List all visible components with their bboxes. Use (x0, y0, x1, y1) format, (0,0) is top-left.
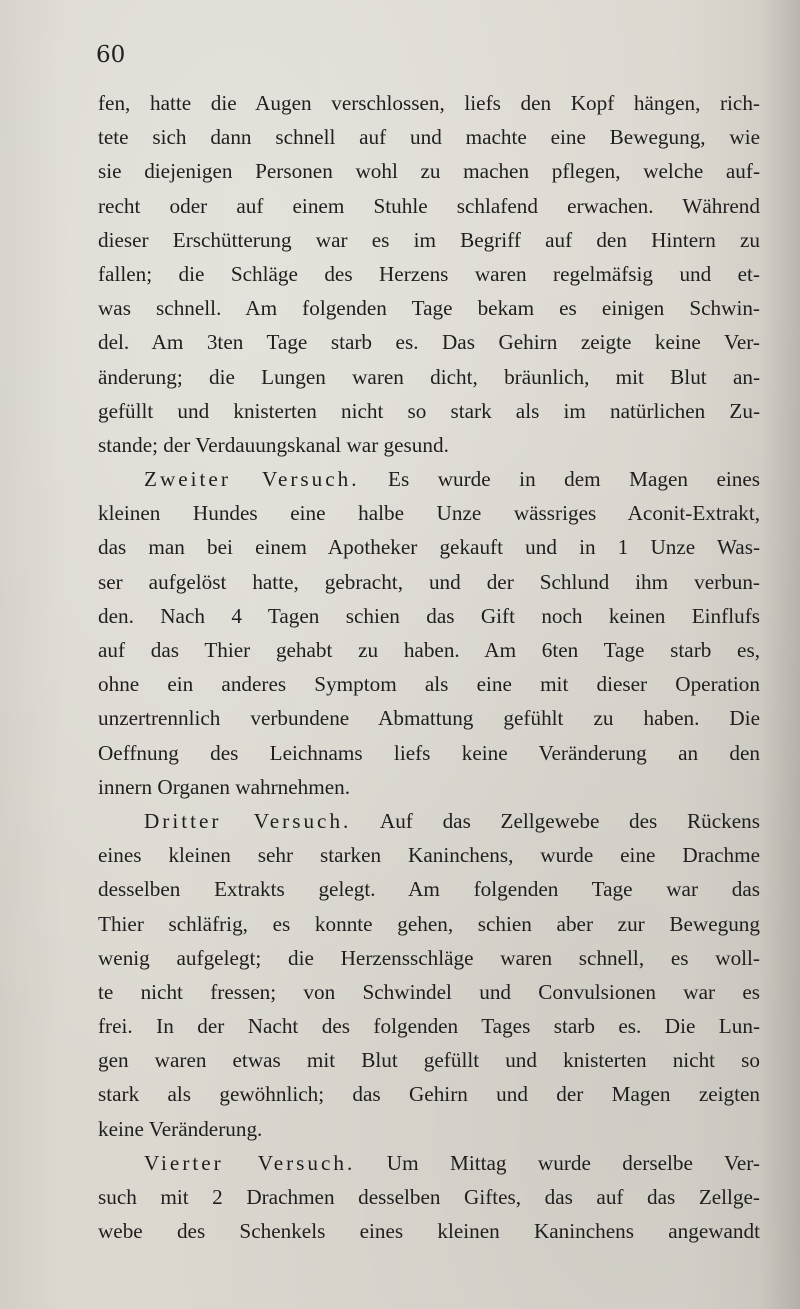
experiment-heading: Zweiter Versuch. (144, 467, 360, 492)
text-line: te nicht fressen; von Schwindel und Convulsionen war es (98, 979, 760, 1004)
text-fragment: Es wurde in dem Magen eines (388, 467, 760, 492)
text-line: änderung; die Lungen waren dicht, bräunlich, mit Blut an- (98, 364, 760, 389)
text-line: fallen; die Schläge des Herzens waren regelmäfsig und et- (98, 261, 760, 286)
text-line: tete sich dann schnell auf und machte eine Bewegung, wie (98, 125, 760, 150)
text-line: stande; der Verdauungskanal war gesund. (98, 432, 449, 457)
text-line: eines kleinen sehr starken Kaninchens, wurde eine Drachme (98, 843, 760, 868)
text-line: was schnell. Am folgenden Tage bekam es einigen Schwin- (98, 296, 760, 321)
text-line: innern Organen wahrnehmen. (98, 774, 351, 799)
text-line: kleinen Hundes eine halbe Unze wässriges Aconit-Extrakt, (98, 501, 760, 526)
body-text (98, 86, 760, 1248)
text-line: gefüllt und knisterten nicht so stark als im natürlichen Zu- (98, 398, 760, 423)
text-line: wenig aufgelegt; die Herzensschläge waren schnell, es woll- (98, 945, 760, 970)
text-line: dieser Erschütterung war es im Begriff auf den Hintern zu (98, 227, 760, 252)
text-line: frei. In der Nacht des folgenden Tages starb es. Die Lun- (98, 1014, 760, 1039)
text-line: keine Veränderung. (98, 1116, 263, 1141)
experiment-first-line (98, 462, 760, 496)
experiment-first-line (98, 804, 760, 838)
text-line: such mit 2 Drachmen desselben Giftes, das auf das Zellge- (98, 1185, 760, 1209)
text-line: desselben Extrakts gelegt. Am folgenden Tage war das (98, 877, 760, 902)
experiment-first-line (98, 1146, 760, 1180)
text-line: gen waren etwas mit Blut gefüllt und knisterten nicht so (98, 1048, 760, 1073)
text-line: den. Nach 4 Tagen schien das Gift noch keinen Einflufs (98, 603, 760, 628)
text-line: stark als gewöhnlich; das Gehirn und der Magen zeigten (98, 1082, 760, 1107)
text-fragment: Auf das Zellgewebe des Rückens (379, 808, 760, 833)
experiment-heading: Dritter Versuch. (144, 808, 352, 833)
text-line: ohne ein anderes Symptom als eine mit dieser Operation (98, 672, 760, 697)
text-line: recht oder auf einem Stuhle schlafend erwachen. Während (98, 193, 760, 218)
text-line: ser aufgelöst hatte, gebracht, und der Schlund ihm verbun- (98, 569, 760, 594)
text-line: unzertrennlich verbundene Abmattung gefühlt zu haben. Die (98, 706, 760, 731)
text-line: das man bei einem Apotheker gekauft und in 1 Unze Was- (98, 535, 760, 560)
page-edge-shadow (760, 0, 800, 1309)
page-number: 60 (96, 42, 126, 68)
text-line: webe des Schenkels eines kleinen Kaninchens angewandt (98, 1219, 760, 1244)
text-line: del. Am 3ten Tage starb es. Das Gehirn zeigte keine Ver- (98, 330, 760, 355)
text-fragment: Um Mittag wurde derselbe Ver- (386, 1150, 760, 1175)
experiment-heading: Vierter Versuch. (144, 1150, 356, 1175)
text-line: fen, hatte die Augen verschlossen, liefs den Kopf hängen, rich- (98, 91, 760, 115)
text-line: Thier schläfrig, es konnte gehen, schien aber zur Bewegung (98, 911, 760, 936)
text-line: auf das Thier gehabt zu haben. Am 6ten Tage starb es, (98, 638, 760, 662)
text-line: sie diejenigen Personen wohl zu machen pflegen, welche auf- (98, 159, 760, 184)
text-line: Oeffnung des Leichnams liefs keine Veränderung an den (98, 740, 760, 765)
